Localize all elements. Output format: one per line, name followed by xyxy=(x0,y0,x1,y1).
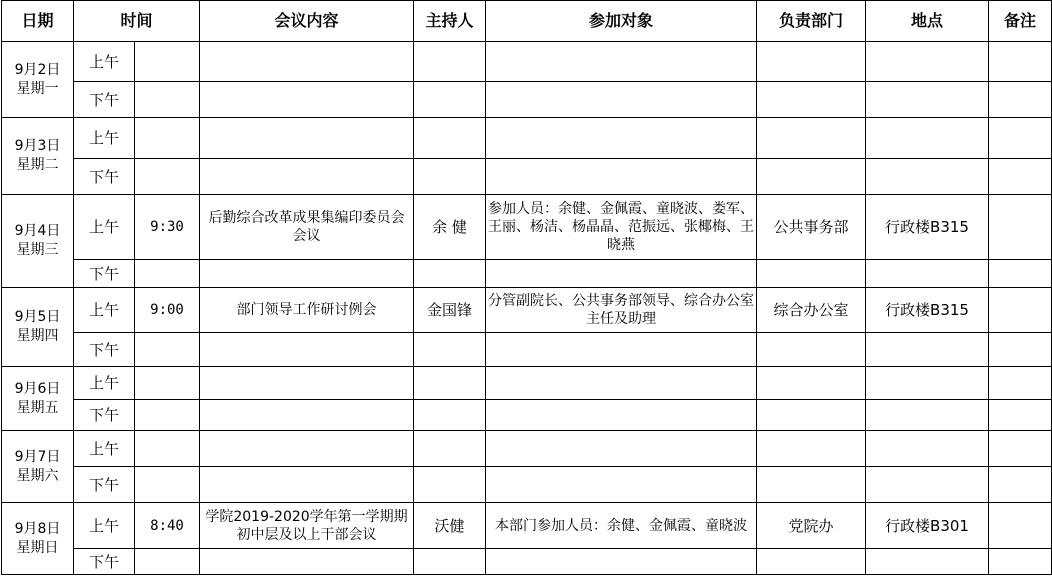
header-date: 日期 xyxy=(2,1,74,42)
table-row xyxy=(2,367,1052,400)
date-cell: 9月6日 星期五 xyxy=(2,367,74,431)
pm-label: 下午 xyxy=(74,549,135,575)
table-row xyxy=(2,118,1052,159)
meeting-content: 部门领导工作研讨例会 xyxy=(200,288,414,333)
date-cell: 9月8日 星期日 xyxy=(2,503,74,575)
header-location: 地点 xyxy=(866,1,989,42)
meeting-time: 9:30 xyxy=(135,195,200,260)
meeting-attendees: 本部门参加人员：余健、金佩霞、童晓波 xyxy=(486,503,757,549)
am-label: 上午 xyxy=(74,367,135,400)
meeting-content: 后勤综合改革成果集编印委员会会议 xyxy=(200,195,414,260)
meeting-location: 行政楼B315 xyxy=(866,195,989,260)
table-row xyxy=(2,467,1052,503)
meeting-time: 9:00 xyxy=(135,288,200,333)
am-label: 上午 xyxy=(74,503,135,549)
header-time: 时间 xyxy=(74,1,200,42)
table-row xyxy=(2,503,1052,549)
header-dept: 负责部门 xyxy=(757,1,866,42)
pm-label: 下午 xyxy=(74,260,135,288)
table-row xyxy=(2,82,1052,118)
header-host: 主持人 xyxy=(414,1,486,42)
am-label: 上午 xyxy=(74,42,135,82)
header-attendees: 参加对象 xyxy=(486,1,757,42)
table-row xyxy=(2,431,1052,467)
meeting-attendees: 参加人员：余健、金佩霞、童晓波、娄军、王丽、杨洁、杨晶晶、范振远、张椰梅、王晓燕 xyxy=(486,195,757,260)
date-cell: 9月2日 星期一 xyxy=(2,42,74,118)
header-content: 会议内容 xyxy=(200,1,414,42)
meeting-dept: 党院办 xyxy=(757,503,866,549)
header-notes: 备注 xyxy=(989,1,1052,42)
table-row xyxy=(2,288,1052,333)
table-row xyxy=(2,260,1052,288)
am-label: 上午 xyxy=(74,195,135,260)
meeting-schedule-table xyxy=(1,0,1052,575)
table-row xyxy=(2,400,1052,431)
date-cell: 9月4日 星期三 xyxy=(2,195,74,288)
pm-label: 下午 xyxy=(74,159,135,195)
table-row xyxy=(2,195,1052,260)
pm-label: 下午 xyxy=(74,467,135,503)
table-row xyxy=(2,549,1052,575)
meeting-host: 余 健 xyxy=(414,195,486,260)
header-row xyxy=(2,1,1052,42)
meeting-host: 沃健 xyxy=(414,503,486,549)
meeting-dept: 公共事务部 xyxy=(757,195,866,260)
meeting-attendees: 分管副院长、公共事务部领导、综合办公室主任及助理 xyxy=(486,288,757,333)
table-row xyxy=(2,42,1052,82)
table-row xyxy=(2,333,1052,367)
pm-label: 下午 xyxy=(74,333,135,367)
pm-label: 下午 xyxy=(74,400,135,431)
date-cell: 9月3日 星期二 xyxy=(2,118,74,195)
am-label: 上午 xyxy=(74,288,135,333)
meeting-host: 金国锋 xyxy=(414,288,486,333)
meeting-location: 行政楼B315 xyxy=(866,288,989,333)
meeting-content: 学院2019-2020学年第一学期期初中层及以上干部会议 xyxy=(200,503,414,549)
date-cell: 9月7日 星期六 xyxy=(2,431,74,503)
pm-label: 下午 xyxy=(74,82,135,118)
meeting-dept: 综合办公室 xyxy=(757,288,866,333)
meeting-location: 行政楼B301 xyxy=(866,503,989,549)
date-cell: 9月5日 星期四 xyxy=(2,288,74,367)
am-label: 上午 xyxy=(74,431,135,467)
table-row xyxy=(2,159,1052,195)
meeting-time: 8:40 xyxy=(135,503,200,549)
am-label: 上午 xyxy=(74,118,135,159)
